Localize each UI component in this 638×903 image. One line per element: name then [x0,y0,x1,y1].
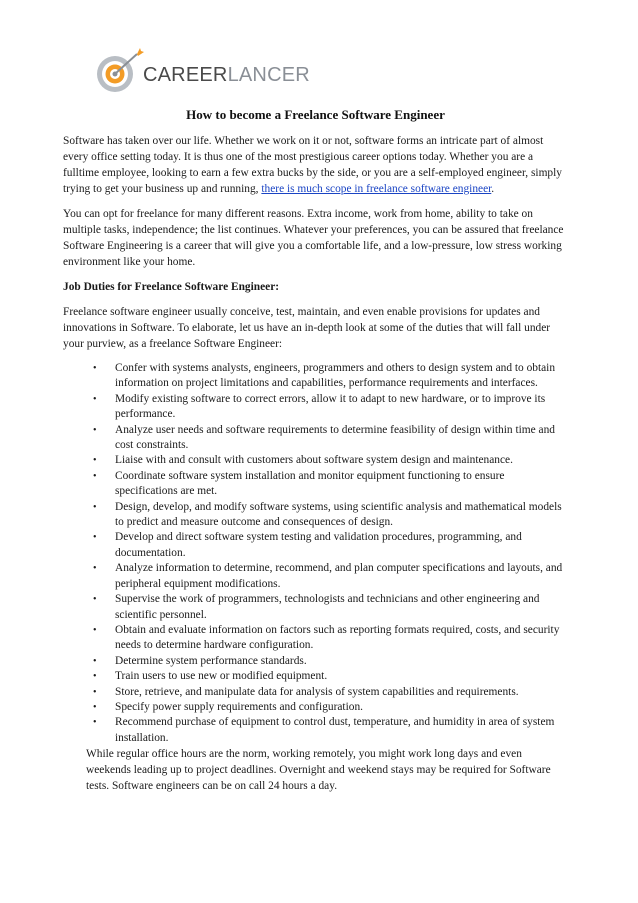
bullet-icon: • [93,470,97,482]
duty-text: Supervise the work of programmers, technologists and technicians and other engineering and scientific personnel. [115,593,540,621]
duty-text: Modify existing software to correct errors, allow it to adapt to new hardware, or to improve its performance. [115,392,546,421]
brand-part1: CAREER [143,64,228,86]
section-heading: Job Duties for Freelance Software Engineer: [63,281,280,293]
bullet-icon: • [93,671,97,683]
careerlancer-logo [93,44,313,100]
list-item [63,654,568,669]
intro-paragraph-1 [63,133,568,197]
bullet-icon: • [93,594,97,606]
duty-text: Specify power supply requirements and configuration. [115,700,363,713]
intro-paragraph-1-text: Software has taken over our life. Whether we work on it or not, software forms an intricate part of almost every office setting today. It is thus one of the most prestigious career options today. Whether you are a fulltime employee, looking to earn a few extra bucks by the side, or you are a self-employed engineer, simply trying to get your business up and running, [63,135,562,195]
list-item [63,500,568,531]
duty-text: Coordinate software system installation and monitor equipment functioning to ensure specifications are met. [115,469,505,498]
bullet-icon: • [93,624,97,636]
list-item [63,700,568,715]
list-item [63,453,568,468]
target-arrow-logo-icon [93,44,145,100]
duty-text: Confer with systems analysts, engineers, programmers and others to design system and to obtain information on project limitations and capabilities, performance requirements and interfaces. [115,362,556,390]
list-item [63,423,568,454]
bullet-icon: • [93,501,97,513]
bullet-icon: • [93,655,97,667]
list-item [63,561,568,592]
duty-text: Liaise with and consult with customers about software system design and maintenance. [115,454,513,467]
list-item [63,361,568,392]
list-item [63,530,568,561]
brand-name [143,64,310,86]
page-title: How to become a Freelance Software Engineer [186,107,445,122]
bullet-icon: • [93,532,97,544]
list-item [63,592,568,623]
bullet-icon: • [93,424,97,436]
duty-text: Design, develop, and modify software systems, using scientific analysis and mathematical models to predict and measure outcome and consequences of design. [115,500,562,529]
bullet-icon: • [93,717,97,729]
duties-list [63,361,568,746]
bullet-icon: • [93,455,97,467]
closing-paragraph: While regular office hours are the norm, working remotely, you might work long days and even weekends leading up to project deadlines. Overnight and weekend stays may be required for Software tests. Software engineers can be on call 24 hours a day. [86,748,551,793]
duty-text: Determine system performance standards. [115,654,307,667]
duty-text: Store, retrieve, and manipulate data for analysis of system capabilities and requirements. [115,685,519,698]
duty-text: Analyze information to determine, recommend, and plan computer specifications and layouts, and peripheral equipment modifications. [115,562,563,590]
list-item [63,715,568,746]
duty-text: Develop and direct software system testing and validation procedures, programming, and documentation. [115,531,522,559]
intro-paragraph-1-end: . [491,183,495,195]
list-item [63,392,568,423]
bullet-icon: • [93,701,97,713]
section-intro: Freelance software engineer usually conceive, test, maintain, and even enable provisions for updates and innovations in Software. To elaborate, let us have an in-depth look at some of the duties that will fall under your purview, as a freelance Software Engineer: [63,306,551,350]
list-item [63,623,568,654]
duty-text: Obtain and evaluate information on factors such as reporting formats required, costs, and security needs to determine hardware configuration. [115,623,560,652]
bullet-icon: • [93,563,97,575]
bullet-icon: • [93,686,97,698]
list-item [63,469,568,500]
freelance-scope-link[interactable]: there is much scope in freelance software engineer [261,183,492,195]
brand-part2: LANCER [227,64,310,86]
bullet-icon: • [93,393,97,405]
list-item [63,685,568,700]
duty-text: Recommend purchase of equipment to control dust, temperature, and humidity in area of system installation. [115,716,555,744]
document-body [63,106,568,794]
duty-text: Train users to use new or modified equipment. [115,670,328,683]
duty-text: Analyze user needs and software requirements to determine feasibility of design within time and cost constraints. [115,423,555,452]
intro-paragraph-2: You can opt for freelance for many different reasons. Extra income, work from home, ability to take on multiple tasks, independence; the list continues. Whatever your preferences, you can be assured that freelance Software Engineering is a career that will give you a comfortable life, and a low-pressure, low stress working environment like your home. [63,208,564,268]
bullet-icon: • [93,363,97,374]
list-item [63,669,568,684]
